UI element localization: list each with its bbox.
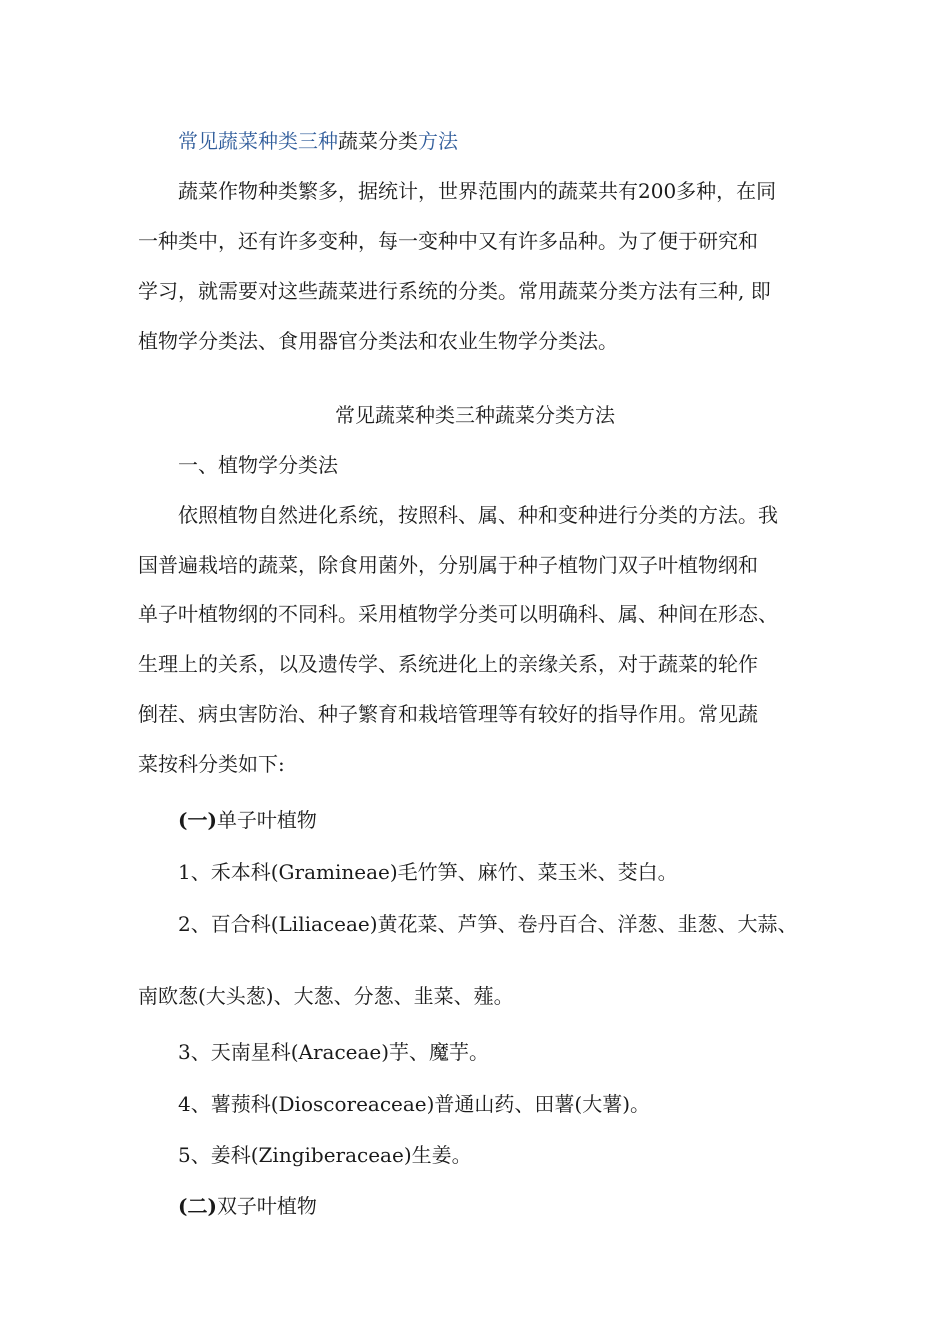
title-link-part1[interactable]: 常见蔬菜种类三种 — [178, 129, 338, 153]
section1-line-1: 依照植物自然进化系统，按照科、属、种和变种进行分类的方法。我 — [178, 503, 778, 527]
subsection-monocot — [178, 806, 317, 834]
title-part2: 蔬菜分类 — [338, 129, 418, 153]
doc-title[interactable] — [178, 127, 458, 155]
subsection-dicot-paren: (二) — [178, 1194, 217, 1218]
subsection-dicot — [178, 1192, 317, 1220]
section1-line-3: 单子叶植物纲的不同科。采用植物学分类可以明确科、属、种间在形态、 — [138, 602, 778, 626]
subsection-dicot-label: 双子叶植物 — [216, 1194, 317, 1218]
center-heading: 常见蔬菜种类三种蔬菜分类方法 — [335, 403, 615, 427]
intro-line-3: 学习，就需要对这些蔬菜进行系统的分类。常用蔬菜分类方法有三种, 即 — [138, 279, 771, 303]
item-dioscoreaceae: 4、薯蓣科(Dioscoreaceae)普通山药、田薯(大薯)。 — [178, 1092, 651, 1116]
item-liliaceae: 2、百合科(Liliaceae)黄花菜、芦笋、卷丹百合、洋葱、韭葱、大蒜、 — [178, 912, 798, 936]
section1-heading: 一、植物学分类法 — [178, 453, 338, 477]
intro-line-1: 蔬菜作物种类繁多，据统计，世界范围内的蔬菜共有200多种，在同 — [178, 179, 777, 203]
item-araceae: 3、天南星科(Araceae)芋、魔芋。 — [178, 1040, 490, 1064]
item-zingiberaceae: 5、姜科(Zingiberaceae)生姜。 — [178, 1143, 472, 1167]
section1-line-2: 国普遍栽培的蔬菜，除食用菌外，分别属于种子植物门双子叶植物纲和 — [138, 553, 758, 577]
subsection-monocot-paren: (一) — [178, 808, 217, 832]
subsection-monocot-label: 单子叶植物 — [216, 808, 317, 832]
section1-line-4: 生理上的关系，以及遗传学、系统进化上的亲缘关系，对于蔬菜的轮作 — [138, 652, 758, 676]
section1-line-6: 菜按科分类如下: — [138, 752, 285, 776]
title-link-part3[interactable]: 方法 — [418, 129, 458, 153]
item-liliaceae-cont: 南欧葱(大头葱)、大葱、分葱、韭菜、薤。 — [138, 984, 514, 1008]
intro-line-4: 植物学分类法、食用器官分类法和农业生物学分类法。 — [138, 329, 618, 353]
item-gramineae: 1、禾本科(Gramineae)毛竹笋、麻竹、菜玉米、茭白。 — [178, 860, 678, 884]
section1-line-5: 倒茬、病虫害防治、种子繁育和栽培管理等有较好的指导作用。常见蔬 — [138, 702, 758, 726]
intro-line-2: 一种类中，还有许多变种，每一变种中又有许多品种。为了便于研究和 — [138, 229, 758, 253]
